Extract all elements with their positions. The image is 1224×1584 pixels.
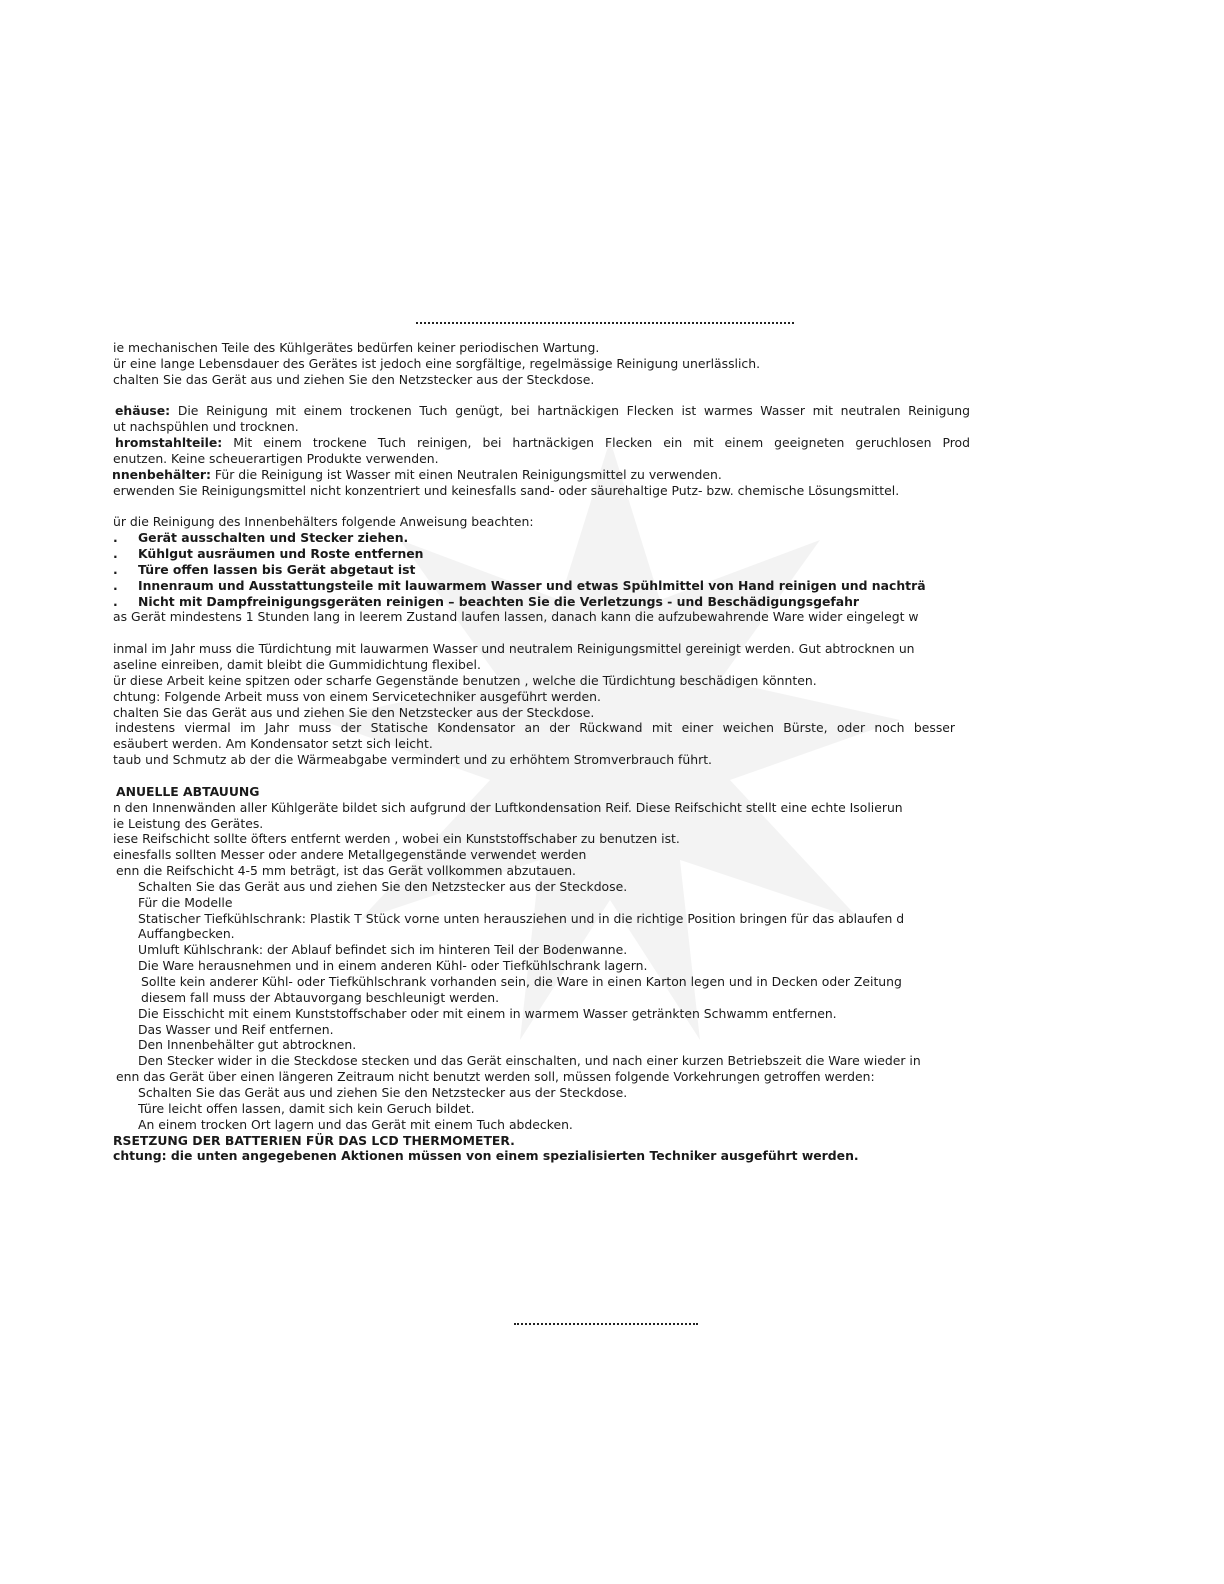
line-text: esäubert werden. Am Kondensator setzt sich leicht. <box>113 736 433 751</box>
line-text: chalten Sie das Gerät aus und ziehen Sie den Netzstecker aus der Steckdose. <box>113 372 595 387</box>
bold-label: nnenbehälter: <box>112 467 211 482</box>
line-text: taub und Schmutz ab der die Wärmeabgabe vermindert und zu erhöhtem Stromverbrauch führt. <box>113 752 712 767</box>
line-text: Mit einem trockene Tuch reinigen, bei hartnäckigen Flecken ein mit einem geeigneten geruchlosen Prod <box>222 435 970 450</box>
text-line <box>113 340 973 356</box>
text-line <box>138 562 998 578</box>
line-text: ie mechanischen Teile des Kühlgerätes bedürfen keiner periodischen Wartung. <box>113 340 600 355</box>
line-text: ut nachspühlen und trocknen. <box>113 419 299 434</box>
text-line <box>113 451 973 467</box>
text-line <box>141 974 1001 990</box>
line-text: ür die Reinigung des Innenbehälters folgende Anweisung beachten: <box>113 514 534 529</box>
text-line <box>138 1053 998 1069</box>
line-text: Für die Reinigung ist Wasser mit einen Neutralen Reinigungsmittel zu verwenden. <box>210 467 722 482</box>
text-line <box>116 784 976 800</box>
text-line <box>115 403 970 419</box>
line-text: Das Wasser und Reif entfernen. <box>138 1022 334 1037</box>
bold-label: Gerät ausschalten und Stecker ziehen. <box>138 530 409 545</box>
bold-label: Nicht mit Dampfreinigungsgeräten reinigen – beachten Sie die Verletzungs - und Beschädigungsgefahr <box>138 594 860 609</box>
line-text: enutzen. Keine scheuerartigen Produkte verwenden. <box>113 451 439 466</box>
line-text: Statischer Tiefkühlschrank: Plastik T Stück vorne unten herausziehen und in die richtige Position bringen für das ablaufen d <box>138 911 905 926</box>
text-line <box>138 926 998 942</box>
text-line <box>112 467 972 483</box>
line-text: enn die Reifschicht 4-5 mm beträgt, ist das Gerät vollkommen abzutauen. <box>116 863 576 878</box>
text-line <box>116 1069 976 1085</box>
line-text: chalten Sie das Gerät aus und ziehen Sie den Netzstecker aus der Steckdose. <box>113 705 595 720</box>
line-text: Schalten Sie das Gerät aus und ziehen Sie den Netzstecker aus der Steckdose. <box>138 1085 628 1100</box>
text-line <box>113 705 973 721</box>
text-line <box>113 689 973 705</box>
text-line <box>113 419 973 435</box>
list-bullet: . <box>113 530 118 545</box>
text-line <box>113 831 973 847</box>
text-line <box>138 530 998 546</box>
text-line <box>113 641 973 657</box>
bold-label: chtung: die unten angegebenen Aktionen müssen von einem spezialisierten Techniker ausgeführt werden. <box>113 1148 859 1163</box>
line-text: Schalten Sie das Gerät aus und ziehen Sie den Netzstecker aus der Steckdose. <box>138 879 628 894</box>
line-text: erwenden Sie Reinigungsmittel nicht konzentriert und keinesfalls sand- oder säurehaltige Putz- bzw. chemische Lösungsmittel. <box>113 483 900 498</box>
text-line <box>113 625 973 641</box>
dotted-separator-bottom <box>514 1323 698 1329</box>
line-text: Türe leicht offen lassen, damit sich kein Geruch bildet. <box>138 1101 475 1116</box>
text-line <box>113 673 973 689</box>
list-bullet: . <box>113 578 118 593</box>
text-line <box>138 1117 998 1133</box>
line-text: einesfalls sollten Messer oder andere Metallgegenstände verwendet werden <box>113 847 587 862</box>
line-text: enn das Gerät über einen längeren Zeitraum nicht benutzt werden soll, müssen folgende Vorkehrungen getroffen werden: <box>116 1069 875 1084</box>
text-line <box>113 499 973 515</box>
text-line <box>113 847 973 863</box>
text-line <box>138 594 998 610</box>
line-text: diesem fall muss der Abtauvorgang beschleunigt werden. <box>141 990 500 1005</box>
text-line <box>116 863 976 879</box>
line-text: Sollte kein anderer Kühl- oder Tiefkühlschrank vorhanden sein, die Ware in einen Karton legen und in Decken oder Zeitung <box>141 974 902 989</box>
text-line <box>113 1148 973 1164</box>
list-bullet: . <box>113 594 118 609</box>
text-line <box>138 1085 998 1101</box>
line-text: Den Stecker wider in die Steckdose stecken und das Gerät einschalten, und nach einer kurzen Betriebszeit die Ware wieder in <box>138 1053 921 1068</box>
text-line <box>113 1133 973 1149</box>
text-line <box>141 990 1001 1006</box>
bold-label: Innenraum und Ausstattungsteile mit lauwarmem Wasser und etwas Spühlmittel von Hand reinigen und nachträ <box>138 578 926 593</box>
text-line <box>138 1022 998 1038</box>
text-line <box>138 879 998 895</box>
line-text: ür eine lange Lebensdauer des Gerätes ist jedoch eine sorgfältige, regelmässige Reinigung unerlässlich. <box>113 356 761 371</box>
line-text: aseline einreiben, damit bleibt die Gummidichtung flexibel. <box>113 657 481 672</box>
text-line <box>113 483 973 499</box>
text-line <box>113 388 973 404</box>
line-text: chtung: Folgende Arbeit muss von einem Servicetechniker ausgeführt werden. <box>113 689 601 704</box>
bold-label: ANUELLE ABTAUUNG <box>116 784 260 799</box>
bold-label: RSETZUNG DER BATTERIEN FÜR DAS LCD THERMOMETER. <box>113 1133 515 1148</box>
text-line <box>138 895 998 911</box>
text-line <box>138 1101 998 1117</box>
text-line <box>113 768 973 784</box>
text-line <box>138 911 998 927</box>
line-text: Die Eisschicht mit einem Kunststoffschaber oder mit einem in warmem Wasser getränkten Schwamm entfernen. <box>138 1006 837 1021</box>
line-text: An einem trocken Ort lagern und das Gerät mit einem Tuch abdecken. <box>138 1117 573 1132</box>
list-bullet: . <box>113 546 118 561</box>
line-text: Die Reinigung mit einem trockenen Tuch genügt, bei hartnäckigen Flecken ist warmes Wasser mit neutralen Reinigung <box>170 403 970 418</box>
text-line <box>113 816 973 832</box>
line-text: iese Reifschicht sollte öfters entfernt werden , wobei ein Kunststoffschaber zu benutzen ist. <box>113 831 680 846</box>
bold-label: ehäuse: <box>115 403 171 418</box>
bold-label: hromstahlteile: <box>115 435 223 450</box>
line-text: ie Leistung des Gerätes. <box>113 816 264 831</box>
text-line <box>138 942 998 958</box>
line-text: inmal im Jahr muss die Türdichtung mit lauwarmen Wasser und neutralem Reinigungsmittel gereinigt werden. Gut abtrocknen un <box>113 641 915 656</box>
text-line <box>138 1037 998 1053</box>
line-text: as Gerät mindestens 1 Stunden lang in leerem Zustand laufen lassen, danach kann die aufzubewahrende Ware wider eingelegt w <box>113 609 919 624</box>
text-line <box>115 435 970 451</box>
text-line <box>113 736 973 752</box>
text-line <box>113 372 973 388</box>
line-text: Auffangbecken. <box>138 926 235 941</box>
list-bullet: . <box>113 562 118 577</box>
line-text: n den Innenwänden aller Kühlgeräte bildet sich aufgrund der Luftkondensation Reif. Diese Reifschicht stellt eine echte Isolierun <box>113 800 903 815</box>
text-line <box>138 546 998 562</box>
line-text: indestens viermal im Jahr muss der Statische Kondensator an der Rückwand mit einer weichen Bürste, oder noch besser <box>115 720 955 735</box>
bold-label: Kühlgut ausräumen und Roste entfernen <box>138 546 424 561</box>
line-text: Für die Modelle <box>138 895 233 910</box>
line-text: Den Innenbehälter gut abtrocknen. <box>138 1037 357 1052</box>
text-line <box>113 752 973 768</box>
line-text: Die Ware herausnehmen und in einem anderen Kühl- oder Tiefkühlschrank lagern. <box>138 958 648 973</box>
text-line <box>115 720 955 736</box>
line-text: ür diese Arbeit keine spitzen oder scharfe Gegenstände benutzen , welche die Türdichtung beschädigen könnten. <box>113 673 817 688</box>
text-line <box>113 800 973 816</box>
text-line <box>113 514 973 530</box>
bold-label: Türe offen lassen bis Gerät abgetaut ist <box>138 562 416 577</box>
text-line <box>113 609 973 625</box>
text-line <box>138 578 998 594</box>
line-text: Umluft Kühlschrank: der Ablauf befindet sich im hinteren Teil der Bodenwanne. <box>138 942 628 957</box>
dotted-separator-top <box>416 322 794 328</box>
text-line <box>138 1006 998 1022</box>
text-line <box>113 657 973 673</box>
text-line <box>138 958 998 974</box>
text-line <box>113 356 973 372</box>
